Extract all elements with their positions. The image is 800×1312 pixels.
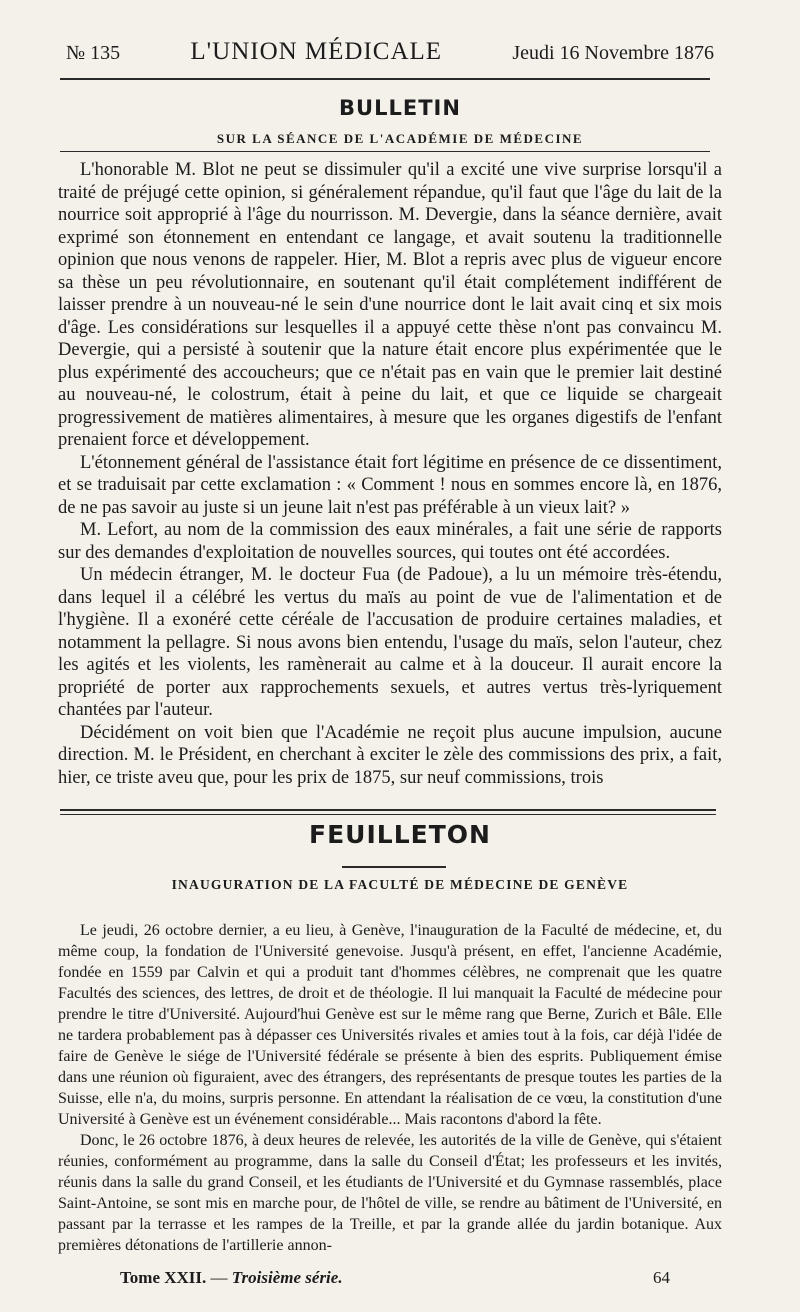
bulletin-subtitle: SUR LA SÉANCE DE L'ACADÉMIE DE MÉDECINE <box>216 131 584 146</box>
running-head <box>66 38 714 66</box>
feuilleton-paragraph: Donc, le 26 octobre 1876, à deux heures de relevée, les autorités de la ville de Genève, qui s'étaient réunies, conformément au programme, dans la salle du Conseil d'État; les professeurs et les invités, réunis dans la salle du grand Conseil, et les étudiants de l'Université et du Gymnase rassemblés, place Saint-Antoine, se sont mis en marche pour, de l'hôtel de ville, se rendre au bâtiment de l'Université, en passant par la terrasse et les rampes de la Treille, et par la grande allée du jardin botanique. Aux premières détonations de l'artillerie annon- <box>58 1132 722 1254</box>
feuilleton-paragraph: Le jeudi, 26 octobre dernier, a eu lieu, à Genève, l'inauguration de la Faculté de médecine, et, du même coup, la fondation de l'Université genevoise. Jusqu'à présent, en effet, l'ancienne Académie, fondée en 1559 par Calvin et qui a produit tant d'hommes célèbres, ne comprenait que les quatre Facultés des sciences, des lettres, de droit et de théologie. Il lui manquait la Faculté de médecine pour prendre le titre d'Université. Aujourd'hui Genève est sur le même rang que Berne, Zurich et Bâle. Elle ne tardera probablement pas à dépasser ces Universités rivales et amies tout à la fois, car déjà l'idée de faire de Genève le siége de l'Université fédérale se présente à bien des esprits. Publiquement émise dans une réunion où figuraient, avec des étrangers, des représentants de presque toutes les parties de la Suisse, elle n'a, du moins, surpris personne. En attendant la réalisation de ce vœu, la constitution d'une Université à Genève est un événement considérable... Mais racontons d'abord la fête. <box>58 922 722 1128</box>
feuilleton-title: FEUILLETON <box>309 820 491 849</box>
feuilleton-subtitle: INAUGURATION DE LA FACULTÉ DE MÉDECINE DE GENÈVE <box>171 877 629 892</box>
issue-date: Jeudi 16 Novembre 1876 <box>512 42 714 64</box>
bulletin-paragraph: L'honorable M. Blot ne peut se dissimuler qu'il a excité une vive surprise lorsqu'il a traité de préjugé cette opinion, si généralement répandue, qu'il faut que l'âge du lait de la nourrice soit approprié à l'âge du nourrisson. M. Devergie, dans la séance dernière, avait exprimé son étonnement en entendant ce langage, et avait soutenu la traditionnelle opinion que nous venons de rappeler. Hier, M. Blot a repris avec plus de vigueur encore sa thèse un peu révolutionnaire, en soutenant qu'il était complétement indifférent de laisser prendre à un nouveau-né le sein d'une nourrice dont le lait avait cinq et six mois d'âge. Les considérations sur lesquelles il a appuyé cette thèse n'ont pas convaincu M. Devergie, qui a persisté à soutenir que la nature était encore plus expérimentée que le plus expérimenté des accoucheurs; que ce n'était pas en vain que le premier lait destiné au nouveau-né, le colostrum, était à peine du lait, et que ce liquide se chargeait progressivement de matières alimentaires, à mesure que les organes digestifs de l'enfant prenaient force et développement. <box>58 160 722 450</box>
bulletin-paragraph: L'étonnement général de l'assistance était fort légitime en présence de ce dissentiment, et se traduisait par cette exclamation : « Comment ! nous en sommes encore là, en 1876, de ne pas savoir au juste si un jeune lait n'est pas préférable à un vieux lait? » <box>58 452 722 518</box>
footer-serie: Troisième série. <box>231 1268 343 1287</box>
feuilleton-body <box>58 920 722 1256</box>
footer-tome: Tome XXII. <box>120 1268 207 1287</box>
page-number: 64 <box>653 1268 670 1287</box>
issue-number: № 135 <box>66 42 121 64</box>
bulletin-body <box>58 159 722 789</box>
bulletin-paragraph: Décidément on voit bien que l'Académie ne reçoit plus aucune impulsion, aucune direction. M. le Président, en cherchant à exciter le zèle des commissions des prix, a fait, hier, ce triste aveu que, pour les prix de 1875, sur neuf commissions, trois <box>58 722 722 788</box>
page-footer <box>120 1268 670 1288</box>
bulletin-title: BULLETIN <box>339 96 461 120</box>
footer-volume <box>120 1268 343 1288</box>
bulletin-rule <box>60 151 710 152</box>
section-divider-thin <box>60 814 716 815</box>
footer-dash: — <box>210 1268 228 1287</box>
bulletin-paragraph: M. Lefort, au nom de la commission des eaux minérales, a fait une série de rapports sur des demandes d'exploitation de nouvelles sources, qui toutes ont été accordées. <box>58 520 722 563</box>
header-rule <box>60 78 710 80</box>
section-divider <box>60 809 716 811</box>
journal-title: L'UNION MÉDICALE <box>190 38 443 65</box>
feuilleton-rule <box>342 866 446 868</box>
bulletin-paragraph: Un médecin étranger, M. le docteur Fua (de Padoue), a lu un mémoire très-étendu, dans lequel il a célébré les vertus du maïs au point de vue de l'alimentation et de l'hygiène. Il a exonéré cette céréale de l'accusation de produire certaines maladies, et notamment la pellagre. Si nous avons bien entendu, l'usage du maïs, selon l'auteur, chez les agités et les violents, les ramènerait au calme et à la douceur. Il aurait encore la propriété de porter aux rapprochements sexuels, et autres vertus très-lyriquement chantées par l'auteur. <box>58 565 722 720</box>
